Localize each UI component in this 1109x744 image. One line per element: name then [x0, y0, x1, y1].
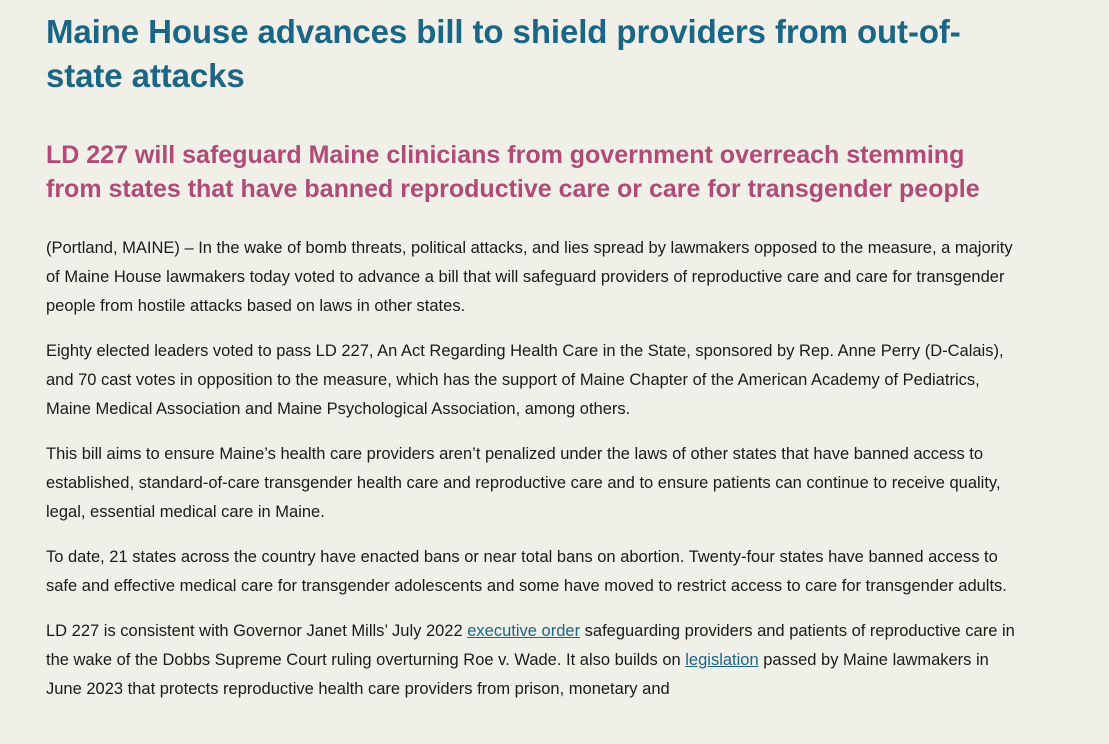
paragraph: This bill aims to ensure Maine’s health care providers aren’t penalized under the laws of other states that have banned access to established, standard-of-care transgender health care and reproductive care and to ensure patients can continue to receive quality, legal, essential medical care in Maine.: [46, 445, 1001, 521]
legislation-link[interactable]: legislation: [685, 651, 759, 669]
article-body: [46, 234, 1021, 704]
article-headline: Maine House advances bill to shield providers from out-of-state attacks: [46, 13, 961, 94]
paragraph-text: passed by Maine lawmakers in June 2023 that protects reproductive health care providers from prison, monetary and: [46, 651, 989, 698]
paragraph-text: LD 227 is consistent with Governor Janet Mills’ July 2022: [46, 622, 468, 640]
paragraph-text: safeguarding providers and patients of reproductive care in the wake of the Dobbs Supreme Court ruling overturning Roe v. Wade. It also builds on: [46, 622, 1015, 669]
paragraph: (Portland, MAINE) – In the wake of bomb threats, political attacks, and lies spread by lawmakers opposed to the measure, a majority of Maine House lawmakers today voted to advance a bill that will safeguard providers of reproductive care and care for transgender people from hostile attacks based on laws in other states.: [46, 239, 1013, 315]
paragraph: To date, 21 states across the country have enacted bans or near total bans on abortion. Twenty-four states have banned access to safe and effective medical care for transgender adolescents and some have moved to restrict access to care for transgender adults.: [46, 548, 1007, 595]
article-subheadline: LD 227 will safeguard Maine clinicians from government overreach stemming from states that have banned reproductive care or care for transgender people: [46, 141, 980, 203]
article: [46, 10, 1021, 720]
executive-order-link[interactable]: executive order: [467, 622, 581, 640]
paragraph: [46, 617, 1021, 704]
paragraph: Eighty elected leaders voted to pass LD 227, An Act Regarding Health Care in the State, sponsored by Rep. Anne Perry (D-Calais), and 70 cast votes in opposition to the measure, which has the support of Maine Chapter of the American Academy of Pediatrics, Maine Medical Association and Maine Psychological Association, among others.: [46, 342, 1004, 418]
